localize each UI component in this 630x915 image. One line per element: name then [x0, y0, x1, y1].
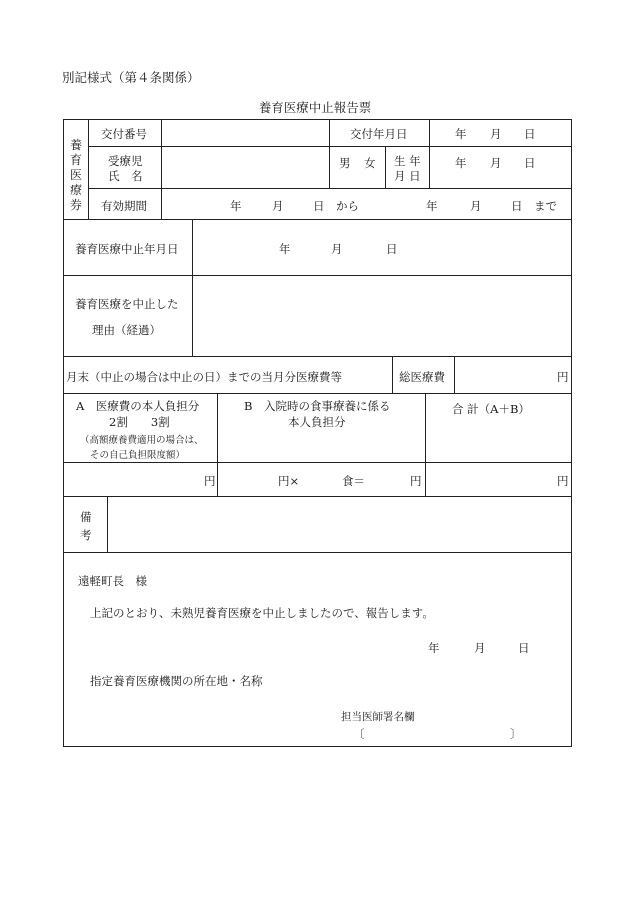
- sex-male-option[interactable]: 男: [339, 156, 351, 170]
- reason-field[interactable]: [194, 277, 570, 355]
- patient-name-field[interactable]: [162, 148, 328, 187]
- total-cost-yen[interactable]: 円: [557, 370, 569, 384]
- remarks-label: 備: [80, 510, 92, 524]
- total-cost-label: 総医療費: [399, 370, 445, 384]
- remarks-field[interactable]: [109, 498, 570, 551]
- signature-bracket-open: 〔: [353, 727, 365, 741]
- issue-number-field[interactable]: [162, 121, 328, 145]
- a-amount-yen[interactable]: 円: [204, 474, 216, 488]
- issue-date-label: 交付年月日: [350, 127, 408, 141]
- sum-amount-yen[interactable]: 円: [557, 474, 569, 488]
- birth-label: 生 年: [394, 154, 421, 168]
- addressee: 遠軽町長 様: [78, 574, 147, 588]
- patient-label: 受療児: [108, 154, 143, 168]
- a-ratio-options[interactable]: 2割 3割: [109, 415, 170, 429]
- remarks-label-line2: 考: [80, 528, 92, 542]
- monthly-cost-label: 月末（中止の場合は中止の日）までの当月分医療費等: [66, 370, 342, 384]
- birth-label-line2: 月 日: [394, 169, 421, 183]
- form-number: 別記様式（第４条関係）: [62, 70, 200, 85]
- a-note: （高額療養費適用の場合は、: [80, 435, 204, 446]
- doctor-signature-label: 担当医師署名欄: [341, 711, 415, 723]
- form-title: 養育医療中止報告票: [258, 100, 372, 115]
- sum-label: 合 計（A＋B）: [452, 402, 530, 416]
- institution-label: 指定養育医療機関の所在地・名称: [90, 674, 263, 688]
- signature-bracket-close: 〕: [510, 727, 522, 741]
- discontinue-date-label: 養育医療中止年月日: [75, 242, 179, 256]
- b-amount-yen[interactable]: 円: [410, 474, 422, 488]
- b-meal-count[interactable]: 食＝: [342, 474, 365, 488]
- sex-female-option[interactable]: 女: [364, 156, 376, 170]
- report-statement: 上記のとおり、未熟児養育医療を中止しましたので、報告します。: [90, 606, 434, 620]
- reason-label: 養育医療を中止した: [75, 297, 179, 311]
- reason-label-line2: 理由（経過）: [92, 323, 161, 337]
- b-meal-label: B 入院時の食事療養に係る: [244, 399, 391, 413]
- a-self-pay-label: A 医療費の本人負担分: [76, 399, 200, 413]
- issue-number-label: 交付番号: [101, 127, 147, 141]
- validity-label: 有効期間: [101, 199, 147, 213]
- b-unit-price[interactable]: 円×: [278, 474, 300, 488]
- doctor-signature-field[interactable]: [366, 724, 506, 740]
- a-note-line2: その自己負担限度額）: [90, 450, 186, 461]
- patient-label-line2: 氏 名: [108, 169, 143, 183]
- certificate-group-label: 養育医療券: [69, 138, 82, 212]
- b-meal-label-line2: 本人負担分: [288, 415, 346, 429]
